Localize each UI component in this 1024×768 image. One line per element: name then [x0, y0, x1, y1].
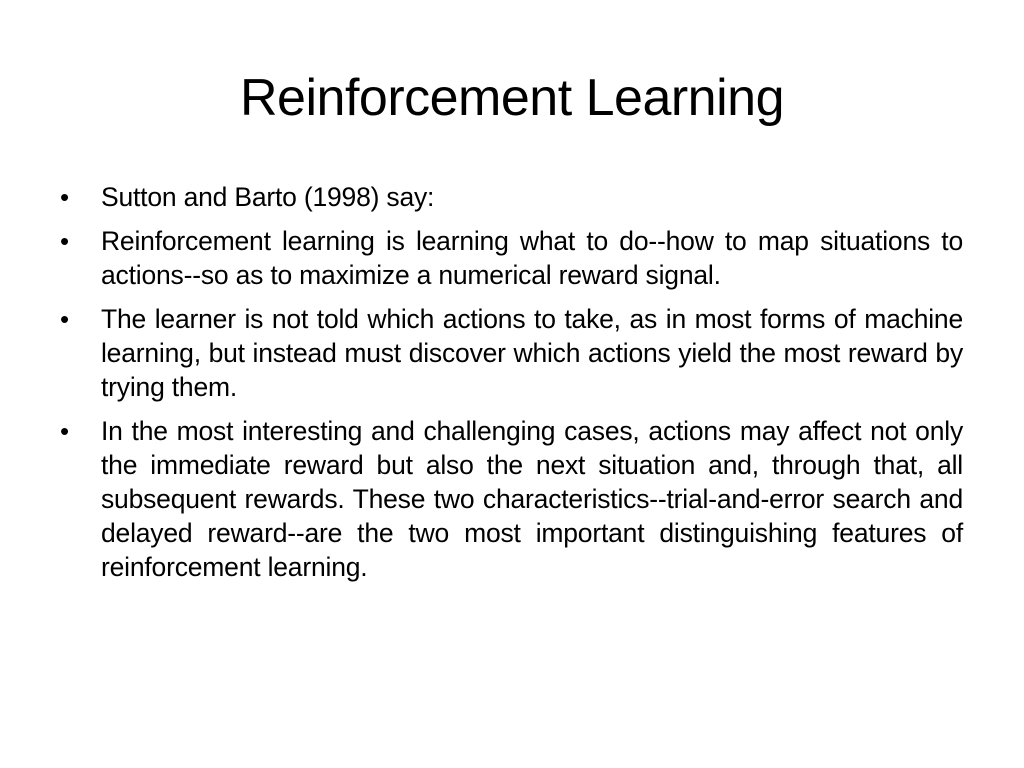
bullet-dot-icon: •	[60, 304, 69, 334]
bullet-text: In the most interesting and challenging cases, actions may affect not only the immediate reward but also the next situation and, through that, all subsequent rewards. These two characteristics--trial-and-error search and delayed reward--are the two most important distinguishing features of reinforcement learning.	[101, 416, 963, 582]
bullet-text: Reinforcement learning is learning what to do--how to map situations to actions--so as to maximize a numerical reward signal.	[101, 226, 963, 290]
bullet-dot-icon: •	[60, 416, 69, 446]
bullet-item	[60, 414, 963, 584]
bullet-text: Sutton and Barto (1998) say:	[101, 182, 435, 212]
bullet-item	[60, 302, 963, 404]
bullet-dot-icon: •	[60, 182, 69, 212]
bullet-text: The learner is not told which actions to take, as in most forms of machine learning, but instead must discover which actions yield the most reward by trying them.	[101, 304, 963, 402]
slide-title: Reinforcement Learning	[240, 69, 784, 127]
bullet-list	[60, 180, 963, 594]
bullet-item	[60, 180, 963, 214]
bullet-item	[60, 224, 963, 292]
bullet-dot-icon: •	[60, 226, 69, 256]
